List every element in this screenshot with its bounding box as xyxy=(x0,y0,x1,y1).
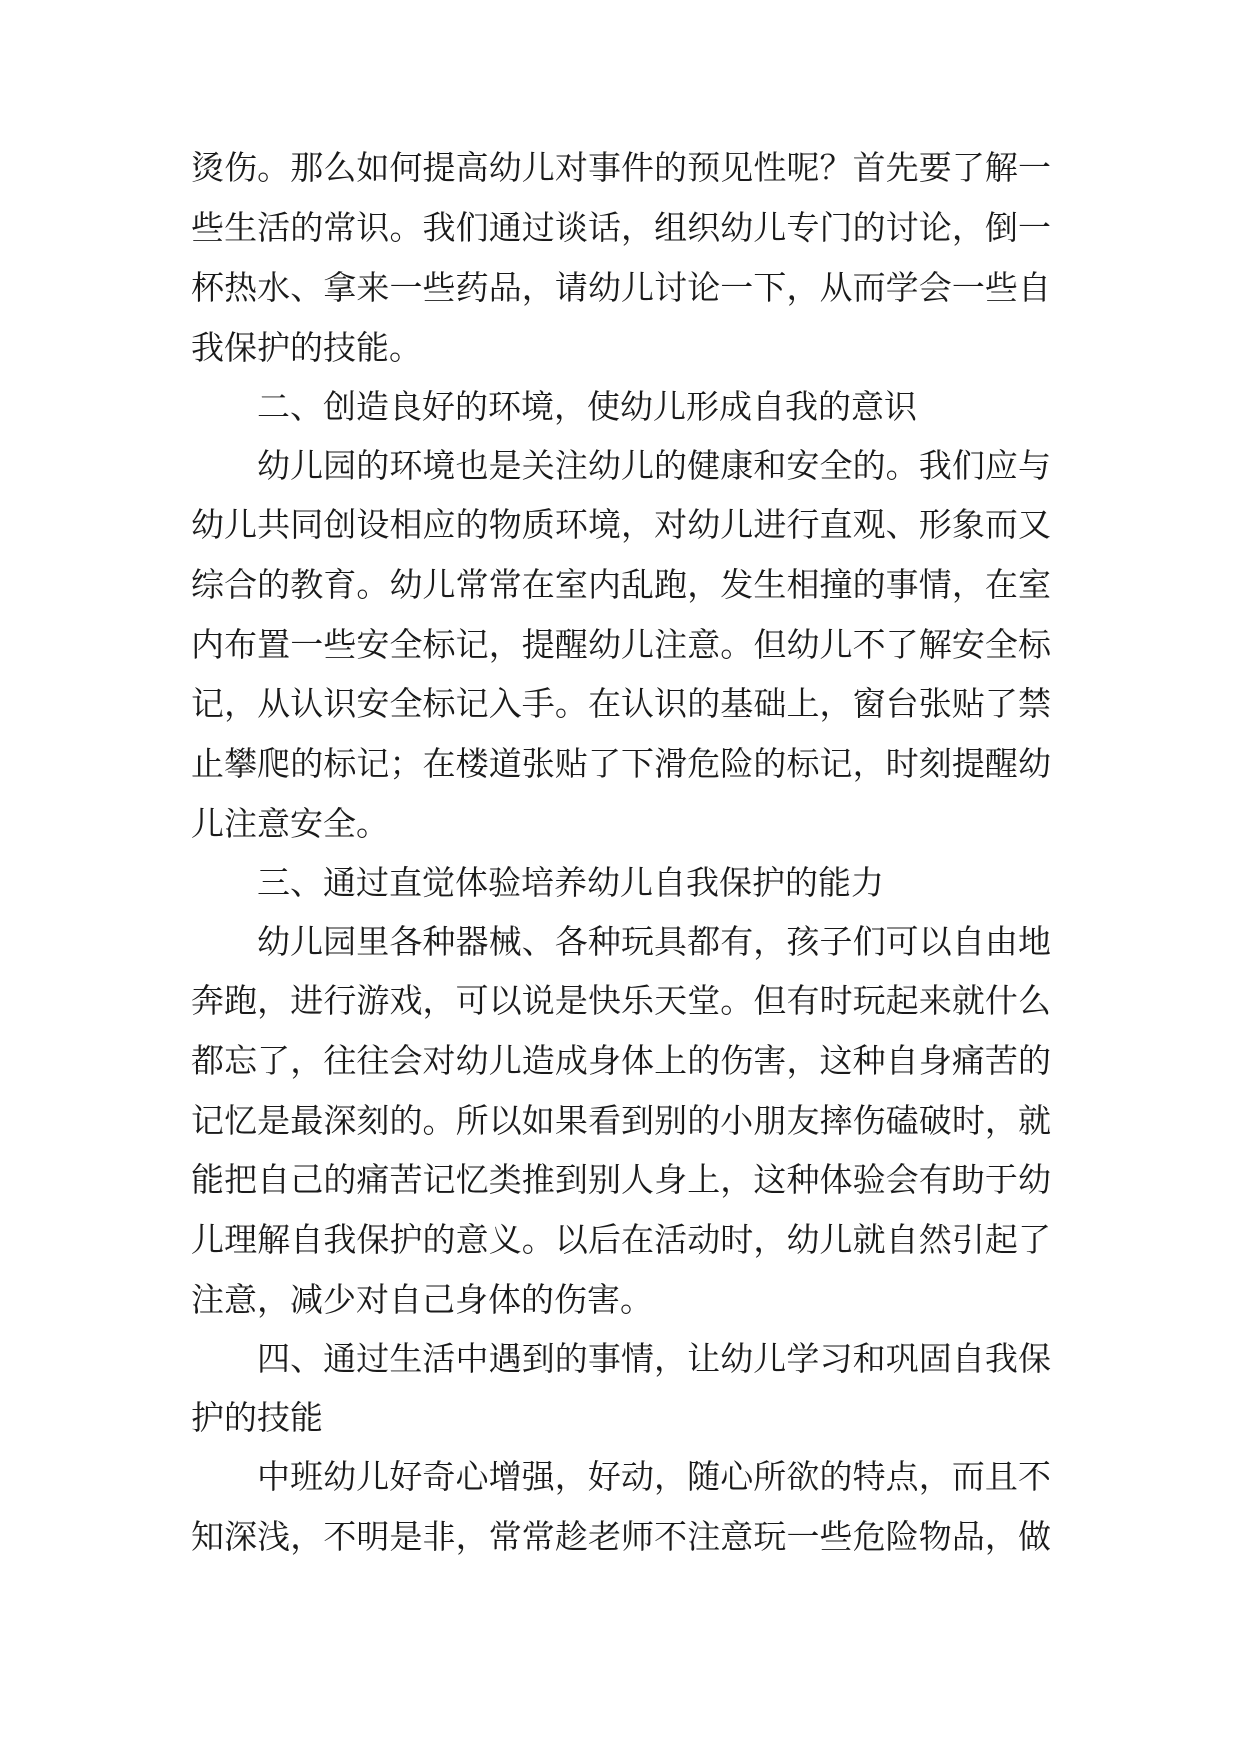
section-heading: 四、通过生活中遇到的事情，让幼儿学习和巩固自我保 xyxy=(257,1339,1051,1378)
text-line: 记，从认识安全标记入手。在认识的基础上，窗台张贴了禁 xyxy=(191,684,1051,723)
text-line: 能把自己的痛苦记忆类推到别人身上，这种体验会有助于幼 xyxy=(191,1160,1051,1199)
text-line: 些生活的常识。我们通过谈话，组织幼儿专门的讨论，倒一 xyxy=(191,208,1051,247)
text-line: 杯热水、拿来一些药品，请幼儿讨论一下，从而学会一些自 xyxy=(191,268,1051,307)
text-line: 中班幼儿好奇心增强，好动，随心所欲的特点，而且不 xyxy=(257,1457,1051,1496)
text-line: 烫伤。那么如何提高幼儿对事件的预见性呢？首先要了解一 xyxy=(191,148,1051,187)
text-line: 都忘了，往往会对幼儿造成身体上的伤害，这种自身痛苦的 xyxy=(191,1041,1051,1080)
text-line: 幼儿共同创设相应的物质环境，对幼儿进行直观、形象而又 xyxy=(191,505,1051,544)
text-line: 儿注意安全。 xyxy=(191,804,389,843)
text-line: 幼儿园的环境也是关注幼儿的健康和安全的。我们应与 xyxy=(257,446,1051,485)
text-line: 注意，减少对自己身体的伤害。 xyxy=(191,1280,653,1319)
text-line: 奔跑，进行游戏，可以说是快乐天堂。但有时玩起来就什么 xyxy=(191,981,1051,1020)
section-heading-continued: 护的技能 xyxy=(191,1398,323,1437)
section-heading: 三、通过直觉体验培养幼儿自我保护的能力 xyxy=(257,863,884,902)
text-line: 知深浅，不明是非，常常趁老师不注意玩一些危险物品，做 xyxy=(191,1517,1051,1556)
text-line: 内布置一些安全标记，提醒幼儿注意。但幼儿不了解安全标 xyxy=(191,625,1051,664)
text-line: 止攀爬的标记；在楼道张贴了下滑危险的标记，时刻提醒幼 xyxy=(191,744,1051,783)
text-line: 我保护的技能。 xyxy=(191,328,422,367)
text-line: 综合的教育。幼儿常常在室内乱跑，发生相撞的事情，在室 xyxy=(191,565,1051,604)
text-line: 儿理解自我保护的意义。以后在活动时，幼儿就自然引起了 xyxy=(191,1220,1051,1259)
text-line: 记忆是最深刻的。所以如果看到别的小朋友摔伤磕破时，就 xyxy=(191,1101,1051,1140)
text-line: 幼儿园里各种器械、各种玩具都有，孩子们可以自由地 xyxy=(257,922,1051,961)
section-heading: 二、创造良好的环境，使幼儿形成自我的意识 xyxy=(257,387,917,426)
